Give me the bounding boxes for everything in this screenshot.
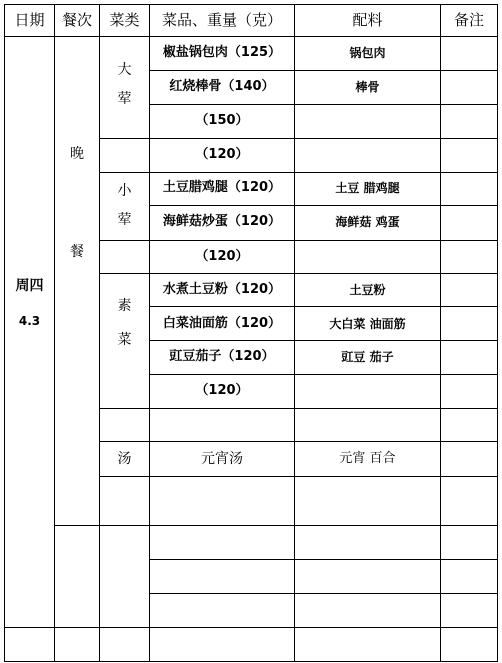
grid-line — [4, 661, 498, 662]
dish-ingredients: 海鲜菇 鸡蛋 — [335, 215, 400, 229]
grid-line — [440, 4, 441, 662]
grid-line — [497, 4, 498, 662]
dish-name: 白菜油面筋（120） — [162, 316, 282, 331]
dish-name: （120） — [195, 147, 249, 162]
category-vegetable-1: 素 — [117, 298, 132, 314]
dish-ingredients: 土豆粉 — [349, 283, 386, 297]
dish-name: 元宵汤 — [201, 451, 243, 467]
date-weekday: 周四 — [15, 278, 44, 294]
dish-name: 椒盐锅包肉（125） — [162, 45, 282, 60]
grid-line — [149, 205, 498, 206]
category-soup: 汤 — [117, 451, 132, 467]
dish-name: 红烧棒骨（140） — [169, 79, 275, 94]
meal-label-2: 餐 — [70, 244, 84, 260]
header-meal: 餐次 — [61, 11, 92, 29]
grid-line — [54, 525, 498, 526]
header-date: 日期 — [14, 11, 45, 29]
grid-line — [4, 4, 498, 5]
dish-ingredients: 棒骨 — [355, 80, 380, 94]
dish-ingredients: 土豆 腊鸡腿 — [335, 181, 400, 195]
dish-name: （120） — [195, 249, 249, 264]
grid-line — [99, 138, 498, 139]
category-big-meat-1: 大 — [117, 62, 132, 78]
header-ingredients: 配料 — [352, 11, 383, 29]
header-dish-weight: 菜品、重量（克） — [161, 11, 282, 29]
grid-line — [4, 36, 498, 37]
grid-line — [149, 104, 498, 105]
category-big-meat-2: 荤 — [117, 91, 132, 107]
grid-line — [4, 627, 498, 628]
grid-line — [149, 559, 498, 560]
dish-name: 海鲜菇炒蛋（120） — [162, 214, 282, 229]
grid-line — [99, 273, 498, 274]
grid-line — [149, 340, 498, 341]
grid-line — [149, 593, 498, 594]
grid-line — [294, 4, 295, 662]
grid-line — [149, 374, 498, 375]
grid-line — [99, 408, 498, 409]
grid-line — [149, 306, 498, 307]
grid-line — [149, 4, 150, 662]
meal-label-1: 晚 — [70, 146, 84, 162]
header-remarks: 备注 — [453, 11, 484, 29]
header-category: 菜类 — [109, 11, 140, 29]
dish-ingredients: 锅包肉 — [349, 46, 386, 60]
grid-line — [4, 4, 5, 662]
category-vegetable-2: 菜 — [117, 332, 132, 348]
dish-name: 豇豆茄子（120） — [169, 349, 275, 364]
dish-name: 土豆腊鸡腿（120） — [162, 180, 282, 195]
grid-line — [99, 441, 498, 442]
grid-line — [54, 4, 55, 662]
dish-name: （120） — [195, 383, 249, 398]
category-small-meat-2: 荤 — [117, 212, 132, 228]
grid-line — [99, 172, 498, 173]
dish-ingredients: 大白菜 油面筋 — [329, 317, 406, 331]
dish-name: （150） — [195, 113, 249, 128]
grid-line — [99, 240, 498, 241]
dish-name: 水煮土豆粉（120） — [162, 282, 282, 297]
dish-ingredients: 豇豆 茄子 — [341, 350, 394, 364]
date-day: 4.3 — [18, 314, 41, 328]
grid-line — [149, 70, 498, 71]
category-small-meat-1: 小 — [117, 183, 132, 199]
grid-line — [99, 476, 498, 477]
dish-ingredients: 元宵 百合 — [339, 451, 396, 466]
